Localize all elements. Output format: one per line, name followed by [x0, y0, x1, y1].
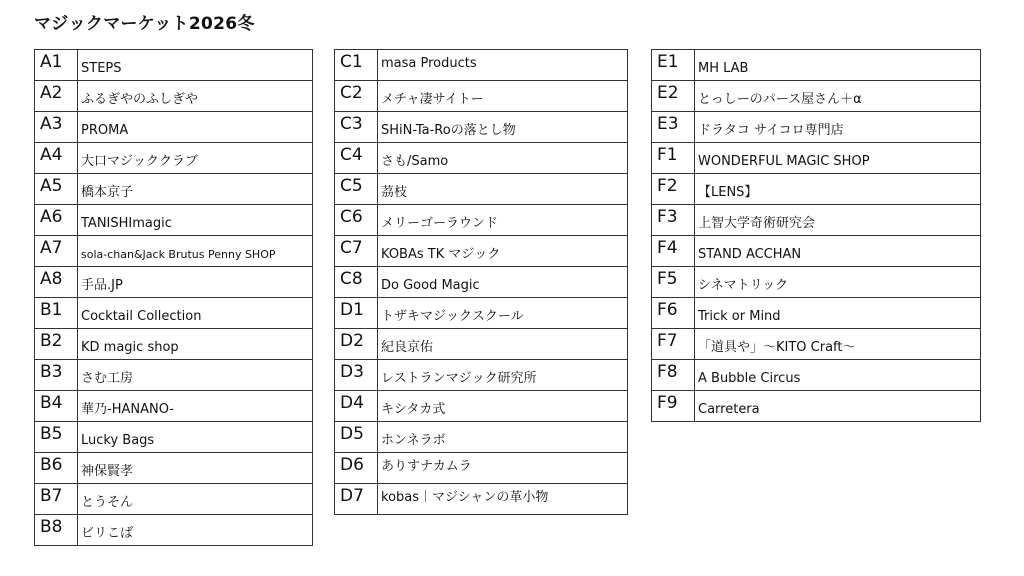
booth-name: PROMA [78, 112, 313, 143]
booth-code: D5 [335, 422, 378, 453]
booth-name: 橋本京子 [78, 174, 313, 205]
booth-name: KOBAs TK マジック [378, 236, 628, 267]
booth-name: さも/Samo [378, 143, 628, 174]
booth-row [335, 174, 628, 205]
booth-code: A5 [35, 174, 78, 205]
booth-code: E2 [652, 81, 695, 112]
booth-name: A Bubble Circus [695, 360, 981, 391]
booth-name: ビリこば [78, 515, 313, 546]
booth-code: D3 [335, 360, 378, 391]
booth-row [35, 143, 313, 174]
booth-row [335, 329, 628, 360]
booth-code: F6 [652, 298, 695, 329]
booth-code: A1 [35, 50, 78, 81]
booth-row [35, 515, 313, 546]
booth-code: D4 [335, 391, 378, 422]
booth-row [35, 329, 313, 360]
booth-code: B8 [35, 515, 78, 546]
booth-code: A7 [35, 236, 78, 267]
booth-code: E3 [652, 112, 695, 143]
booth-code: B5 [35, 422, 78, 453]
booth-code: B4 [35, 391, 78, 422]
booth-name: Carretera [695, 391, 981, 422]
booth-code: B1 [35, 298, 78, 329]
booth-name: ドラタコ サイコロ専門店 [695, 112, 981, 143]
booth-code: B6 [35, 453, 78, 484]
booth-code: F9 [652, 391, 695, 422]
booth-code: F3 [652, 205, 695, 236]
booth-row [652, 360, 981, 391]
booth-row [35, 360, 313, 391]
booth-name: シネマトリック [695, 267, 981, 298]
booth-row [35, 453, 313, 484]
booth-row [335, 484, 628, 515]
booth-name: sola-chan&Jack Brutus Penny SHOP [78, 236, 313, 267]
booth-code: F2 [652, 174, 695, 205]
booth-row [652, 298, 981, 329]
booth-name: トザキマジックスクール [378, 298, 628, 329]
booth-code: F7 [652, 329, 695, 360]
booth-code: D6 [335, 453, 378, 484]
booth-row [652, 174, 981, 205]
booth-row [652, 50, 981, 81]
booth-code: F1 [652, 143, 695, 174]
booth-name: ふるぎやのふしぎや [78, 81, 313, 112]
booth-row [335, 205, 628, 236]
booth-row [35, 422, 313, 453]
booth-name: 【LENS】 [695, 174, 981, 205]
booth-row [335, 81, 628, 112]
booth-name: masa Products [378, 50, 628, 81]
booth-name: SHiN-Ta-Roの落とし物 [378, 112, 628, 143]
booth-code: A3 [35, 112, 78, 143]
booth-code: A2 [35, 81, 78, 112]
booth-code: D1 [335, 298, 378, 329]
booth-row [335, 422, 628, 453]
booth-row [652, 236, 981, 267]
booth-row [652, 329, 981, 360]
booth-code: A8 [35, 267, 78, 298]
booth-row [35, 391, 313, 422]
booth-name: Do Good Magic [378, 267, 628, 298]
booth-name: TANISHImagic [78, 205, 313, 236]
booth-name: Cocktail Collection [78, 298, 313, 329]
booth-name: レストランマジック研究所 [378, 360, 628, 391]
booth-name: STEPS [78, 50, 313, 81]
booth-code: C7 [335, 236, 378, 267]
booth-name: キシタカ式 [378, 391, 628, 422]
booth-row [335, 267, 628, 298]
booth-name: KD magic shop [78, 329, 313, 360]
booth-code: C6 [335, 205, 378, 236]
booth-code: A6 [35, 205, 78, 236]
booth-name: メリーゴーラウンド [378, 205, 628, 236]
booth-code: A4 [35, 143, 78, 174]
booth-name: ホンネラボ [378, 422, 628, 453]
booth-name: さむ工房 [78, 360, 313, 391]
booth-row [35, 298, 313, 329]
booth-row [652, 267, 981, 298]
booth-name: 上智大学奇術研究会 [695, 205, 981, 236]
booth-name: ありすナカムラ [378, 453, 628, 484]
booth-name: Trick or Mind [695, 298, 981, 329]
booth-code: C1 [335, 50, 378, 81]
booth-table-a-b [34, 49, 313, 546]
booth-code: C3 [335, 112, 378, 143]
booth-row [335, 298, 628, 329]
booth-name: 茘枝 [378, 174, 628, 205]
booth-code: C8 [335, 267, 378, 298]
booth-row [335, 391, 628, 422]
booth-name: 大口マジッククラブ [78, 143, 313, 174]
booth-name: 紀良京佑 [378, 329, 628, 360]
booth-row [35, 205, 313, 236]
booth-code: D7 [335, 484, 378, 515]
booth-code: B2 [35, 329, 78, 360]
booth-name: kobas｜マジシャンの革小物 [378, 484, 628, 515]
booth-row [652, 81, 981, 112]
booth-row [35, 50, 313, 81]
booth-row [35, 112, 313, 143]
booth-row [335, 112, 628, 143]
booth-name: 神保賢孝 [78, 453, 313, 484]
booth-row [652, 391, 981, 422]
booth-row [35, 484, 313, 515]
booth-row [335, 50, 628, 81]
booth-row [652, 112, 981, 143]
booth-code: B3 [35, 360, 78, 391]
booth-code: F8 [652, 360, 695, 391]
booth-row [652, 205, 981, 236]
booth-name: 「道具や」～KITO Craft～ [695, 329, 981, 360]
booth-name: メチャ凄サイトー [378, 81, 628, 112]
booth-name: 手品.JP [78, 267, 313, 298]
page-title: マジックマーケット2026冬 [34, 14, 255, 34]
booth-row [335, 360, 628, 391]
booth-code: C2 [335, 81, 378, 112]
booth-table-e-f [651, 49, 981, 422]
booth-code: E1 [652, 50, 695, 81]
booth-code: B7 [35, 484, 78, 515]
booth-row [335, 143, 628, 174]
booth-row [652, 143, 981, 174]
booth-table-c-d [334, 49, 628, 515]
booth-name: MH LAB [695, 50, 981, 81]
booth-code: D2 [335, 329, 378, 360]
booth-row [335, 453, 628, 484]
booth-name: とうそん [78, 484, 313, 515]
booth-name: 華乃-HANANO- [78, 391, 313, 422]
booth-row [335, 236, 628, 267]
booth-name: WONDERFUL MAGIC SHOP [695, 143, 981, 174]
booth-name: STAND ACCHAN [695, 236, 981, 267]
booth-code: F4 [652, 236, 695, 267]
booth-row [35, 267, 313, 298]
booth-row [35, 236, 313, 267]
booth-row [35, 174, 313, 205]
booth-code: C4 [335, 143, 378, 174]
booth-code: F5 [652, 267, 695, 298]
booth-name: Lucky Bags [78, 422, 313, 453]
booth-name: とっしーのパース屋さん＋α [695, 81, 981, 112]
booth-code: C5 [335, 174, 378, 205]
booth-row [35, 81, 313, 112]
